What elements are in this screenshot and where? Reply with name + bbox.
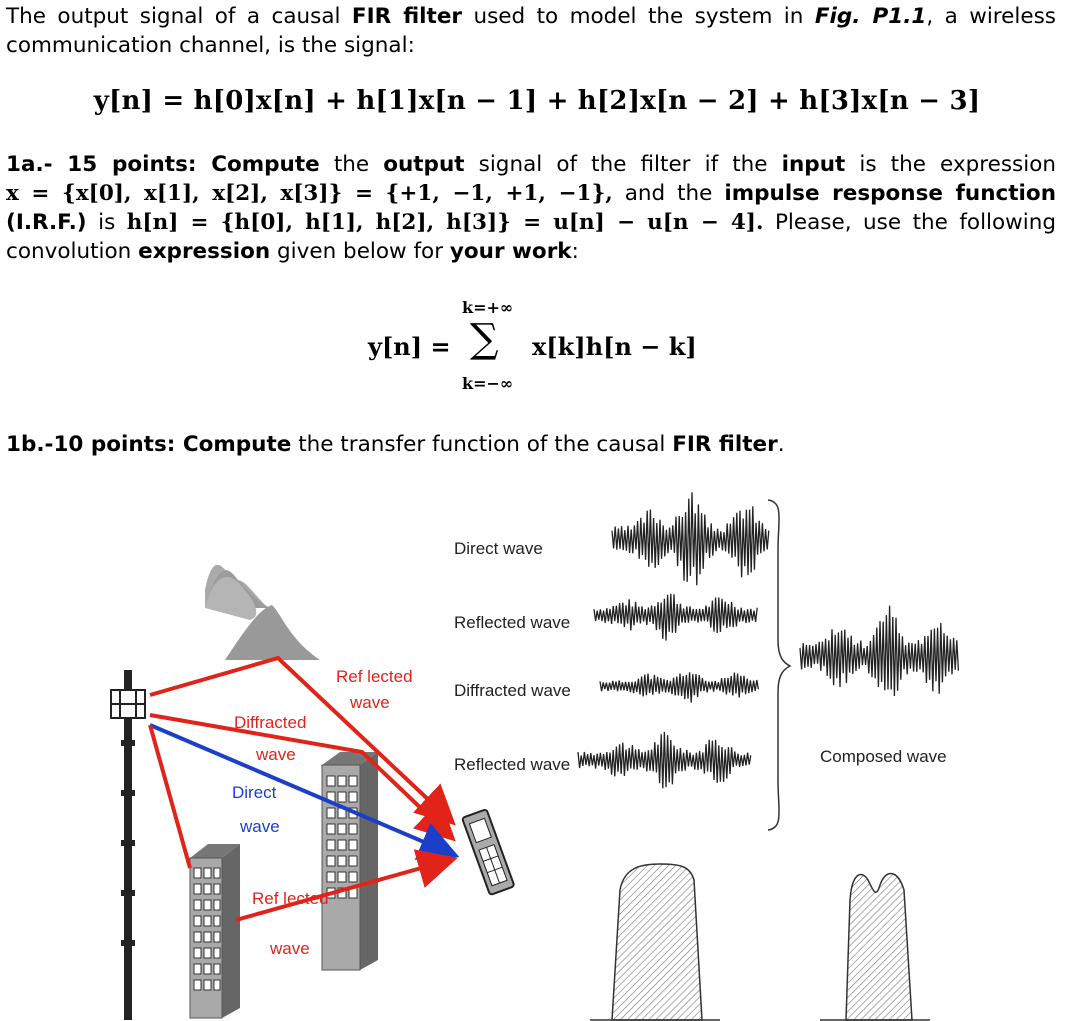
part-a-text-6: Please, use the following xyxy=(763,210,1057,235)
conv-lhs: y[n] = xyxy=(368,332,451,361)
ray-direct xyxy=(150,725,452,854)
part-a-line-4 xyxy=(6,237,1056,266)
label-reflected-top-1: Ref lected xyxy=(336,667,413,686)
label-reflected-bottom-1: Ref lected xyxy=(252,889,329,908)
part-a-text-5: is xyxy=(86,210,127,235)
part-a-text-8: given below for xyxy=(270,239,450,264)
part-a-line-1 xyxy=(6,150,1056,179)
multipath-figure xyxy=(0,480,1074,1021)
label-direct-1: Direct xyxy=(232,783,277,802)
conv-rhs: x[k]h[n − k] xyxy=(532,332,697,361)
part-a-paragraph xyxy=(6,150,1056,266)
label-direct-2: wave xyxy=(240,817,280,836)
part-b-period: . xyxy=(777,432,785,457)
part-a-colon: : xyxy=(571,239,579,264)
sum-lower-limit: k=−∞ xyxy=(462,374,514,393)
input-sequence: x = {x[0], x[1], x[2], x[3]} = {+1, −1, +1, −1}, xyxy=(6,181,613,206)
part-a-expression: expression xyxy=(138,239,271,264)
part-a-line-3 xyxy=(6,208,1056,237)
sum-upper-limit: k=+∞ xyxy=(462,298,514,317)
part-a-text-2: signal of the filter if the xyxy=(464,152,782,177)
part-b-text: the transfer function of the causal xyxy=(291,432,673,457)
part-a-compute: Compute xyxy=(211,152,320,177)
brace xyxy=(768,500,790,830)
figure-reference: Fig. P1.1 xyxy=(814,4,927,29)
part-a-text-3: is the expression xyxy=(845,152,1056,177)
part-a-irf: impulse response function xyxy=(724,181,1056,206)
part-b-compute: Compute xyxy=(182,432,292,457)
waveform-reflected-2 xyxy=(578,732,751,788)
label-reflected-bottom-2: wave xyxy=(270,939,310,958)
wave-label-direct: Direct wave xyxy=(454,539,543,558)
part-a-text-4: and the xyxy=(612,181,725,206)
label-diffracted-1: Diffracted xyxy=(234,713,307,732)
wave-label-composed: Composed wave xyxy=(820,747,947,766)
fir-equation: y[n] = h[0]x[n] + h[1]x[n − 1] + h[2]x[n − 2] + h[3]x[n − 3] xyxy=(93,86,981,116)
part-a-input: input xyxy=(781,152,846,177)
intro-paragraph xyxy=(6,2,1056,60)
waveform-composed xyxy=(800,606,958,696)
part-a-text-7: convolution xyxy=(6,239,139,264)
convolution-equation xyxy=(368,296,728,396)
part-b-paragraph xyxy=(6,430,1056,459)
part-a-output: output xyxy=(383,152,465,177)
building-short xyxy=(190,844,240,1018)
intro-text: The output signal of a causal xyxy=(6,4,352,29)
sigma-symbol: ∑ xyxy=(470,316,499,362)
label-diffracted-2: wave xyxy=(256,745,296,764)
antenna-tower xyxy=(111,670,145,1020)
wave-label-reflected-2: Reflected wave xyxy=(454,755,571,774)
mobile-phone-icon xyxy=(462,809,514,895)
label-reflected-top-2: wave xyxy=(350,693,390,712)
waveform-direct xyxy=(612,492,769,585)
wave-label-diffracted: Diffracted wave xyxy=(454,681,571,700)
intro-fir: FIR filter xyxy=(351,4,463,29)
part-a-work: your work xyxy=(449,239,572,264)
part-a-irf-abbr: (I.R.F.) xyxy=(6,210,87,235)
spectrum-flat xyxy=(590,864,720,1020)
wave-label-reflected-1: Reflected wave xyxy=(454,613,571,632)
spectrum-distorted xyxy=(820,874,930,1020)
part-a-text: the xyxy=(319,152,384,177)
ray-reflected-building xyxy=(150,725,190,868)
waveform-reflected-1 xyxy=(594,594,757,641)
impulse-response: h[n] = {h[0], h[1], h[2], h[3]} = u[n] − u[n − 4]. xyxy=(126,210,764,235)
part-a-label: 1a.- 15 points: xyxy=(6,152,212,177)
part-b-label: 1b.-10 points: xyxy=(6,432,183,457)
waveform-diffracted xyxy=(600,672,758,702)
part-b-fir: FIR filter xyxy=(672,432,778,457)
building-tall xyxy=(322,752,378,970)
part-a-line-2 xyxy=(6,179,1056,208)
intro-text-3: , a wireless communication channel, is the signal: xyxy=(6,4,1057,58)
intro-text-2: used to model the system in xyxy=(462,4,815,29)
